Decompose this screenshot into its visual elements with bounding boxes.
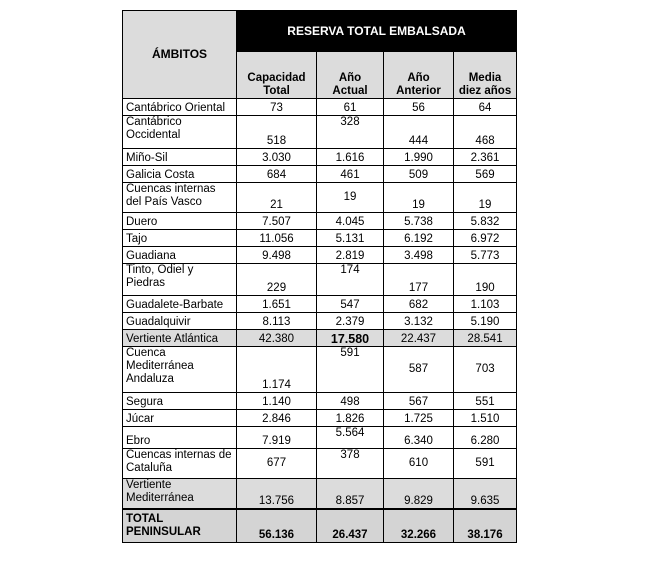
row-name: TOTAL PENINSULAR (123, 509, 237, 543)
cell-capacidad: 1.651 (237, 296, 317, 313)
cell-ano-actual: 174 (317, 264, 384, 296)
table-row (123, 230, 517, 247)
row-name: Segura (123, 393, 237, 410)
cell-media: 591 (454, 449, 517, 479)
cell-media: 5.190 (454, 313, 517, 330)
row-name: Cuencas internas de Cataluña (123, 449, 237, 479)
subtotal-row (123, 479, 517, 509)
cell-ano-anterior: 3.132 (384, 313, 454, 330)
cell-ano-actual: 19 (317, 183, 384, 213)
cell-media: 468 (454, 116, 517, 149)
col-header-media: Media diez años (454, 52, 517, 99)
cell-media: 569 (454, 166, 517, 183)
table-row (123, 313, 517, 330)
row-name: Cuencas internas del País Vasco (123, 183, 237, 213)
cell-capacidad: 3.030 (237, 149, 317, 166)
cell-ano-anterior: 1.725 (384, 410, 454, 427)
cell-media: 703 (454, 347, 517, 393)
row-name: Cantábrico Oriental (123, 99, 237, 116)
cell-ano-anterior: 6.340 (384, 427, 454, 449)
cell-capacidad: 1.140 (237, 393, 317, 410)
table-row (123, 183, 517, 213)
cell-capacidad: 11.056 (237, 230, 317, 247)
table-row (123, 347, 517, 393)
row-name: Tinto, Odiel y Piedras (123, 264, 237, 296)
cell-capacidad: 56.136 (237, 509, 317, 543)
cell-ano-anterior: 32.266 (384, 509, 454, 543)
row-name: Guadalquivir (123, 313, 237, 330)
cell-media: 190 (454, 264, 517, 296)
cell-capacidad: 1.174 (237, 347, 317, 393)
col-header-ano-actual: Año Actual (317, 52, 384, 99)
cell-ano-actual: 5.564 (317, 427, 384, 449)
row-name: Guadalete-Barbate (123, 296, 237, 313)
cell-media: 5.832 (454, 213, 517, 230)
table-row (123, 213, 517, 230)
row-name: Cuenca Mediterránea Andaluza (123, 347, 237, 393)
cell-ano-anterior: 5.738 (384, 213, 454, 230)
row-name: Duero (123, 213, 237, 230)
row-name: Miño-Sil (123, 149, 237, 166)
cell-capacidad: 7.919 (237, 427, 317, 449)
cell-ano-actual: 4.045 (317, 213, 384, 230)
row-name: Ebro (123, 427, 237, 449)
cell-media: 5.773 (454, 247, 517, 264)
table-row (123, 99, 517, 116)
cell-capacidad: 9.498 (237, 247, 317, 264)
cell-ano-anterior: 1.990 (384, 149, 454, 166)
cell-ano-actual: 498 (317, 393, 384, 410)
cell-capacidad: 21 (237, 183, 317, 213)
cell-media: 38.176 (454, 509, 517, 543)
cell-capacidad: 42.380 (237, 330, 317, 347)
cell-ano-actual: 26.437 (317, 509, 384, 543)
cell-media: 2.361 (454, 149, 517, 166)
cell-capacidad: 518 (237, 116, 317, 149)
cell-media: 1.510 (454, 410, 517, 427)
table-row (123, 116, 517, 149)
ambitos-header: ÁMBITOS (123, 11, 237, 99)
table-row (123, 449, 517, 479)
table-row (123, 264, 517, 296)
cell-ano-anterior: 177 (384, 264, 454, 296)
cell-capacidad: 677 (237, 449, 317, 479)
row-name: Guadiana (123, 247, 237, 264)
cell-ano-actual: 61 (317, 99, 384, 116)
cell-media: 551 (454, 393, 517, 410)
cell-ano-actual: 5.131 (317, 230, 384, 247)
cell-capacidad: 229 (237, 264, 317, 296)
table-row (123, 296, 517, 313)
cell-media: 9.635 (454, 479, 517, 509)
row-name: Vertiente Mediterránea (123, 479, 237, 509)
cell-ano-anterior: 9.829 (384, 479, 454, 509)
cell-capacidad: 2.846 (237, 410, 317, 427)
cell-media: 6.972 (454, 230, 517, 247)
cell-ano-anterior: 22.437 (384, 330, 454, 347)
cell-capacidad: 13.756 (237, 479, 317, 509)
row-name: Tajo (123, 230, 237, 247)
table-row (123, 427, 517, 449)
cell-ano-actual: 2.819 (317, 247, 384, 264)
cell-ano-anterior: 509 (384, 166, 454, 183)
cell-ano-actual: 328 (317, 116, 384, 149)
cell-media: 1.103 (454, 296, 517, 313)
row-name: Galicia Costa (123, 166, 237, 183)
cell-media: 19 (454, 183, 517, 213)
col-header-ano-anterior: Año Anterior (384, 52, 454, 99)
cell-ano-actual: 8.857 (317, 479, 384, 509)
reserva-total-header: RESERVA TOTAL EMBALSADA (237, 11, 517, 52)
reservoir-table-container (122, 10, 516, 543)
cell-ano-actual: 17.580 (317, 330, 384, 347)
cell-ano-anterior: 682 (384, 296, 454, 313)
cell-ano-anterior: 3.498 (384, 247, 454, 264)
cell-ano-actual: 1.616 (317, 149, 384, 166)
cell-ano-actual: 591 (317, 347, 384, 393)
cell-ano-actual: 1.826 (317, 410, 384, 427)
row-name: Vertiente Atlántica (123, 330, 237, 347)
cell-ano-anterior: 6.192 (384, 230, 454, 247)
cell-ano-anterior: 587 (384, 347, 454, 393)
cell-capacidad: 684 (237, 166, 317, 183)
cell-capacidad: 7.507 (237, 213, 317, 230)
table-row (123, 393, 517, 410)
cell-ano-actual: 2.379 (317, 313, 384, 330)
cell-capacidad: 8.113 (237, 313, 317, 330)
cell-media: 6.280 (454, 427, 517, 449)
cell-media: 28.541 (454, 330, 517, 347)
reservoir-table (122, 10, 517, 543)
cell-capacidad: 73 (237, 99, 317, 116)
cell-ano-anterior: 567 (384, 393, 454, 410)
table-row (123, 410, 517, 427)
cell-ano-anterior: 56 (384, 99, 454, 116)
table-row (123, 247, 517, 264)
cell-ano-actual: 378 (317, 449, 384, 479)
row-name: Júcar (123, 410, 237, 427)
cell-ano-anterior: 444 (384, 116, 454, 149)
total-row (123, 509, 517, 543)
table-row (123, 149, 517, 166)
table-row (123, 166, 517, 183)
cell-ano-anterior: 19 (384, 183, 454, 213)
cell-media: 64 (454, 99, 517, 116)
subtotal-row (123, 330, 517, 347)
cell-ano-anterior: 610 (384, 449, 454, 479)
cell-ano-actual: 461 (317, 166, 384, 183)
row-name: Cantábrico Occidental (123, 116, 237, 149)
cell-ano-actual: 547 (317, 296, 384, 313)
col-header-capacidad: Capacidad Total (237, 52, 317, 99)
